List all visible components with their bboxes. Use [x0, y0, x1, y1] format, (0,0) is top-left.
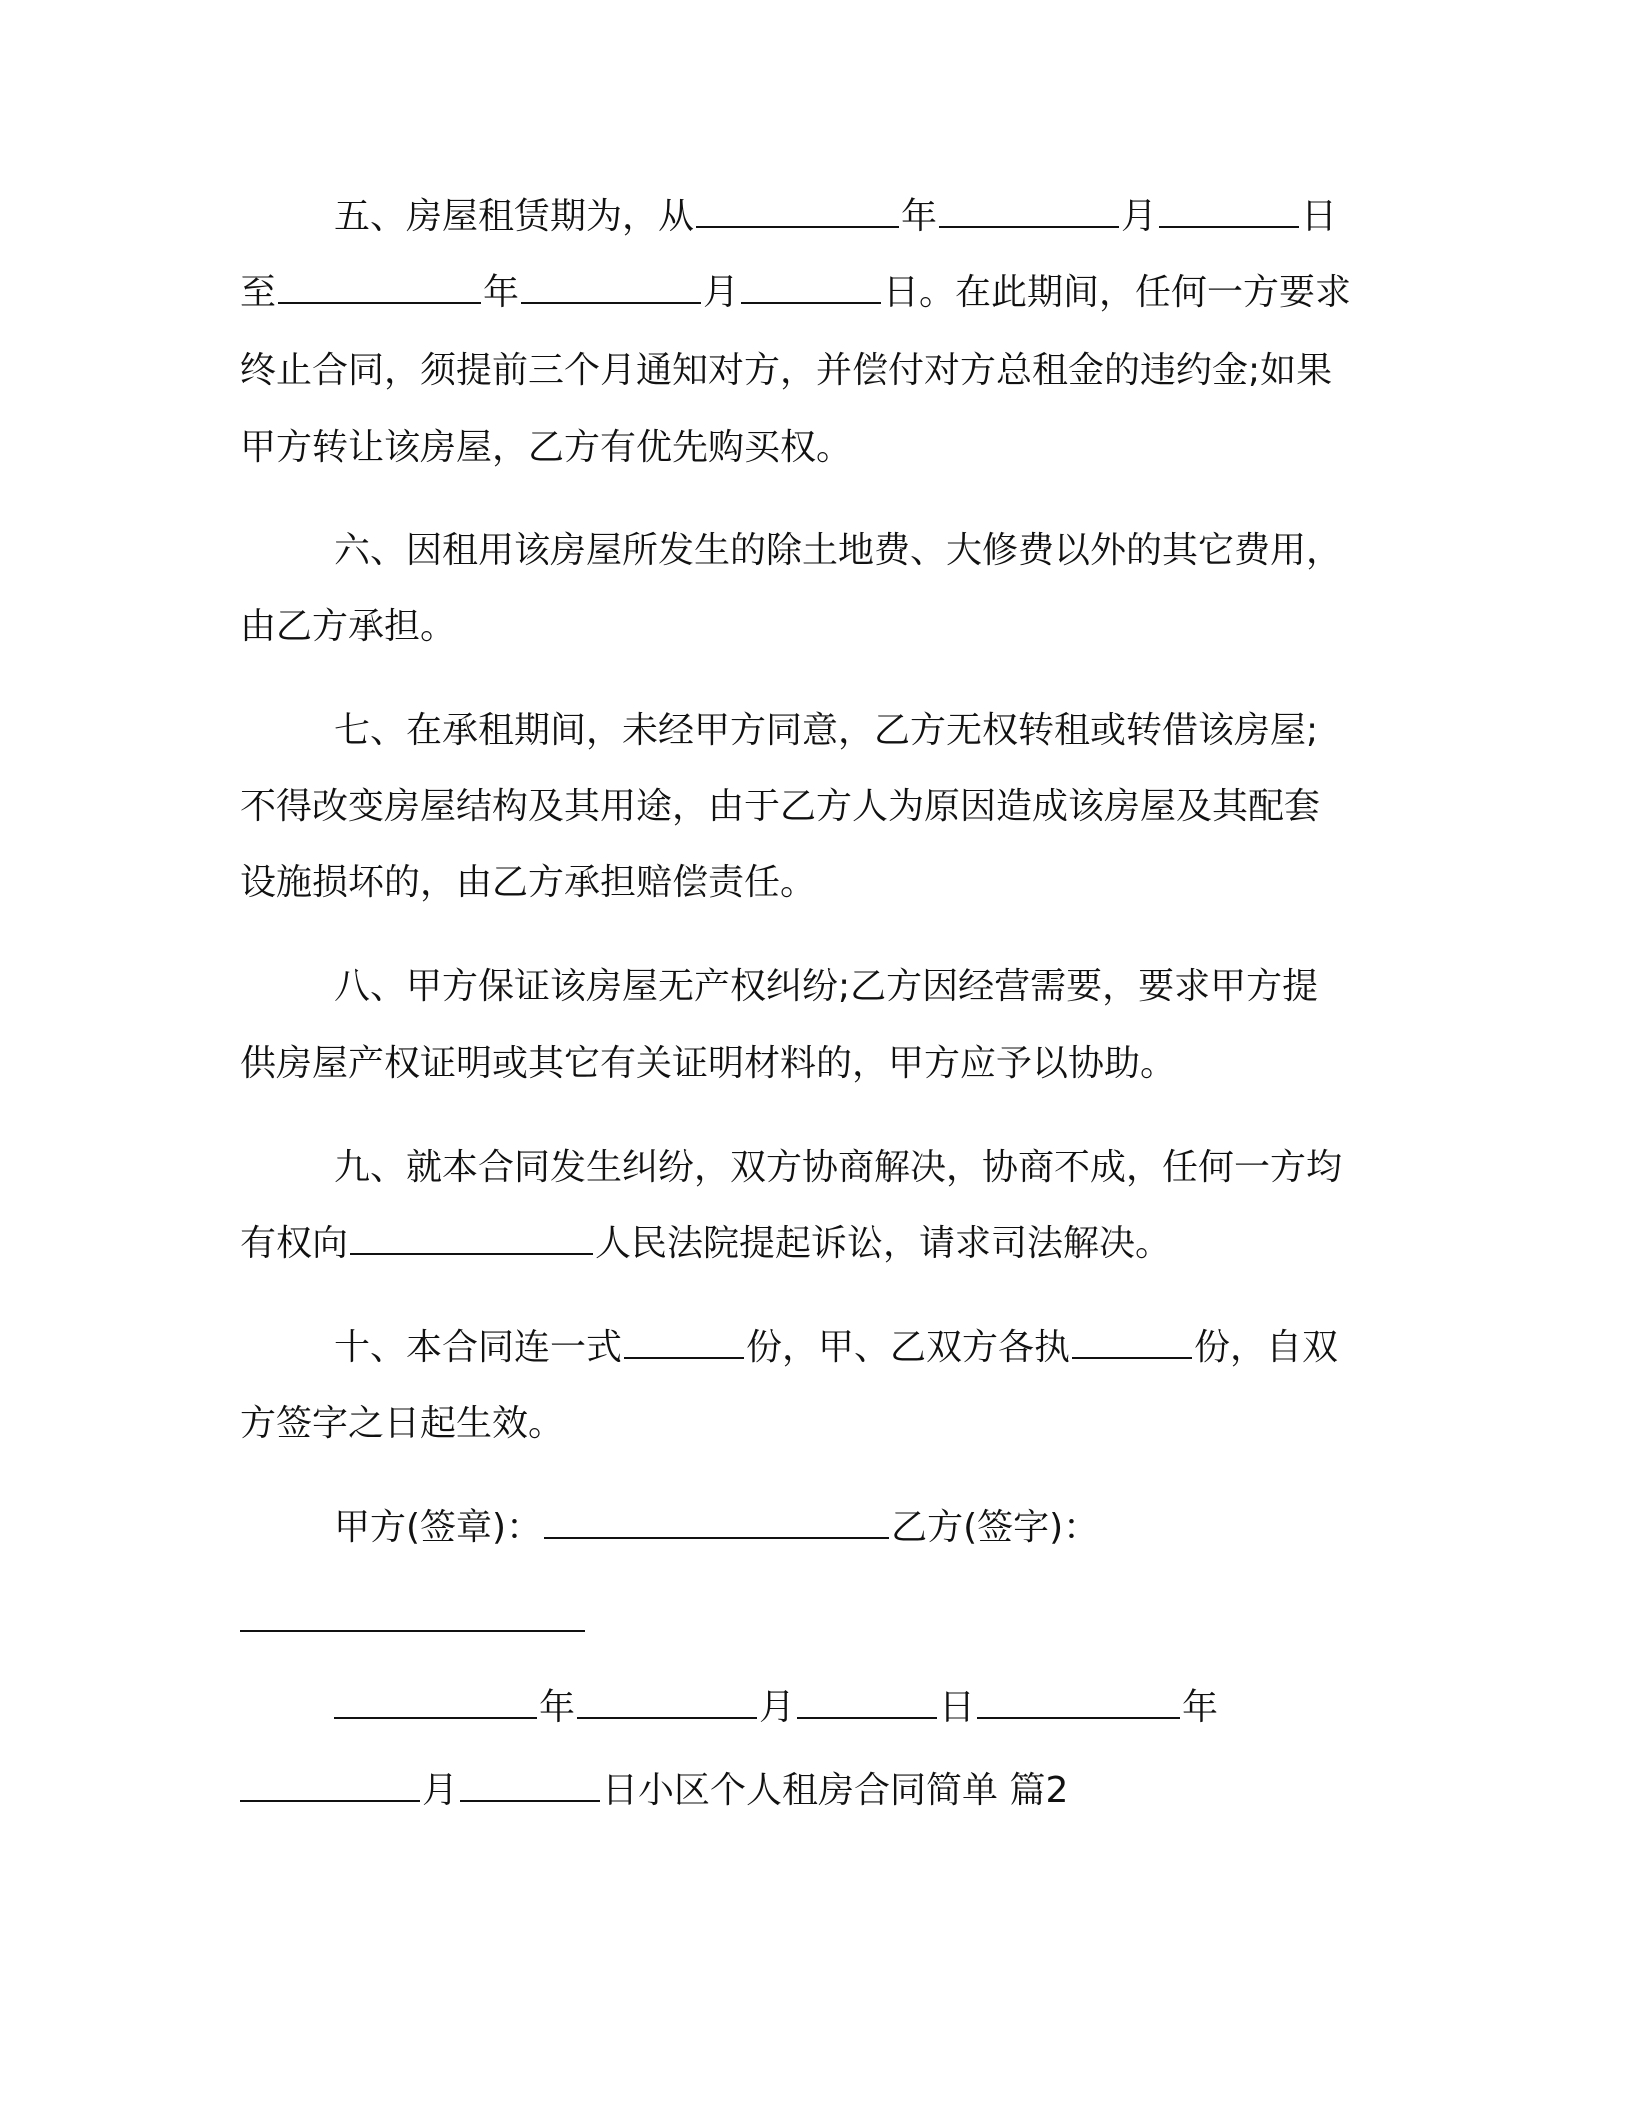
- text: 五、房屋租赁期为，从: [334, 196, 695, 237]
- clause7-line3: 设施损坏的，由乙方承担赔偿责任。: [240, 862, 817, 903]
- text: 日小区个人租房合同简单 篇2: [602, 1770, 1069, 1811]
- signature-line: [334, 1504, 1099, 1552]
- clause6-line2: 由乙方承担。: [240, 606, 457, 647]
- party-b-signature-line: [240, 1597, 587, 1645]
- party-a-label: 甲方(签章)：: [334, 1507, 543, 1548]
- blank-field[interactable]: [696, 196, 899, 228]
- party-b-signature-blank[interactable]: [240, 1600, 585, 1632]
- text: 日: [1301, 196, 1338, 237]
- clause8-line1: 八、甲方保证该房屋无产权纠纷;乙方因经营需要，要求甲方提: [334, 966, 1319, 1007]
- blank-field[interactable]: [797, 1687, 937, 1719]
- text: 人民法院提起诉讼，请求司法解决。: [595, 1223, 1172, 1264]
- date-line-2: [240, 1767, 1068, 1815]
- clause7-line2: 不得改变房屋结构及其用途，由于乙方人为原因造成该房屋及其配套: [240, 786, 1321, 827]
- blank-field[interactable]: [460, 1770, 600, 1802]
- text: 十、本合同连一式: [334, 1327, 623, 1368]
- blank-field[interactable]: [939, 196, 1119, 228]
- clause5-line2: [240, 269, 1351, 317]
- text: 月: [1121, 196, 1158, 237]
- party-b-label: 乙方(签字)：: [891, 1507, 1100, 1548]
- blank-field[interactable]: [1159, 196, 1299, 228]
- date-line: [334, 1684, 1218, 1732]
- blank-field[interactable]: [334, 1687, 537, 1719]
- party-a-signature-blank[interactable]: [544, 1507, 889, 1539]
- text: 月: [759, 1687, 796, 1728]
- blank-field[interactable]: [521, 272, 701, 304]
- text: 年: [483, 272, 520, 313]
- clause10-line1: [334, 1324, 1338, 1372]
- text: 年: [539, 1687, 576, 1728]
- blank-field[interactable]: [240, 1770, 420, 1802]
- clause6-line1: 六、因租用该房屋所发生的除土地费、大修费以外的其它费用，: [334, 530, 1343, 571]
- clause5-line1: [334, 193, 1337, 241]
- clause7-line1: 七、在承租期间，未经甲方同意，乙方无权转租或转借该房屋;: [334, 710, 1319, 751]
- text: 年: [901, 196, 938, 237]
- copies-blank[interactable]: [624, 1327, 744, 1359]
- text: 日。在此期间，任何一方要求: [883, 272, 1352, 313]
- blank-field[interactable]: [278, 272, 481, 304]
- clause5-line3: 终止合同，须提前三个月通知对方，并偿付对方总租金的违约金;如果: [240, 350, 1333, 391]
- text: 月: [703, 272, 740, 313]
- court-blank[interactable]: [350, 1223, 593, 1255]
- text: 有权向: [240, 1223, 349, 1264]
- clause10-line2: 方签字之日起生效。: [240, 1403, 565, 1444]
- blank-field[interactable]: [741, 272, 881, 304]
- copies-each-blank[interactable]: [1072, 1327, 1192, 1359]
- clause8-line2: 供房屋产权证明或其它有关证明材料的，甲方应予以协助。: [240, 1043, 1177, 1084]
- clause9-line1: 九、就本合同发生纠纷，双方协商解决，协商不成，任何一方均: [334, 1147, 1343, 1188]
- text: 份，甲、乙双方各执: [746, 1327, 1071, 1368]
- blank-field[interactable]: [977, 1687, 1180, 1719]
- text: 份，自双: [1194, 1327, 1339, 1368]
- text: 日: [939, 1687, 976, 1728]
- text: 年: [1182, 1687, 1219, 1728]
- text: 月: [422, 1770, 459, 1811]
- clause5-line4: 甲方转让该房屋，乙方有优先购买权。: [240, 427, 853, 468]
- blank-field[interactable]: [577, 1687, 757, 1719]
- text: 至: [240, 272, 277, 313]
- clause9-line2: [240, 1220, 1171, 1268]
